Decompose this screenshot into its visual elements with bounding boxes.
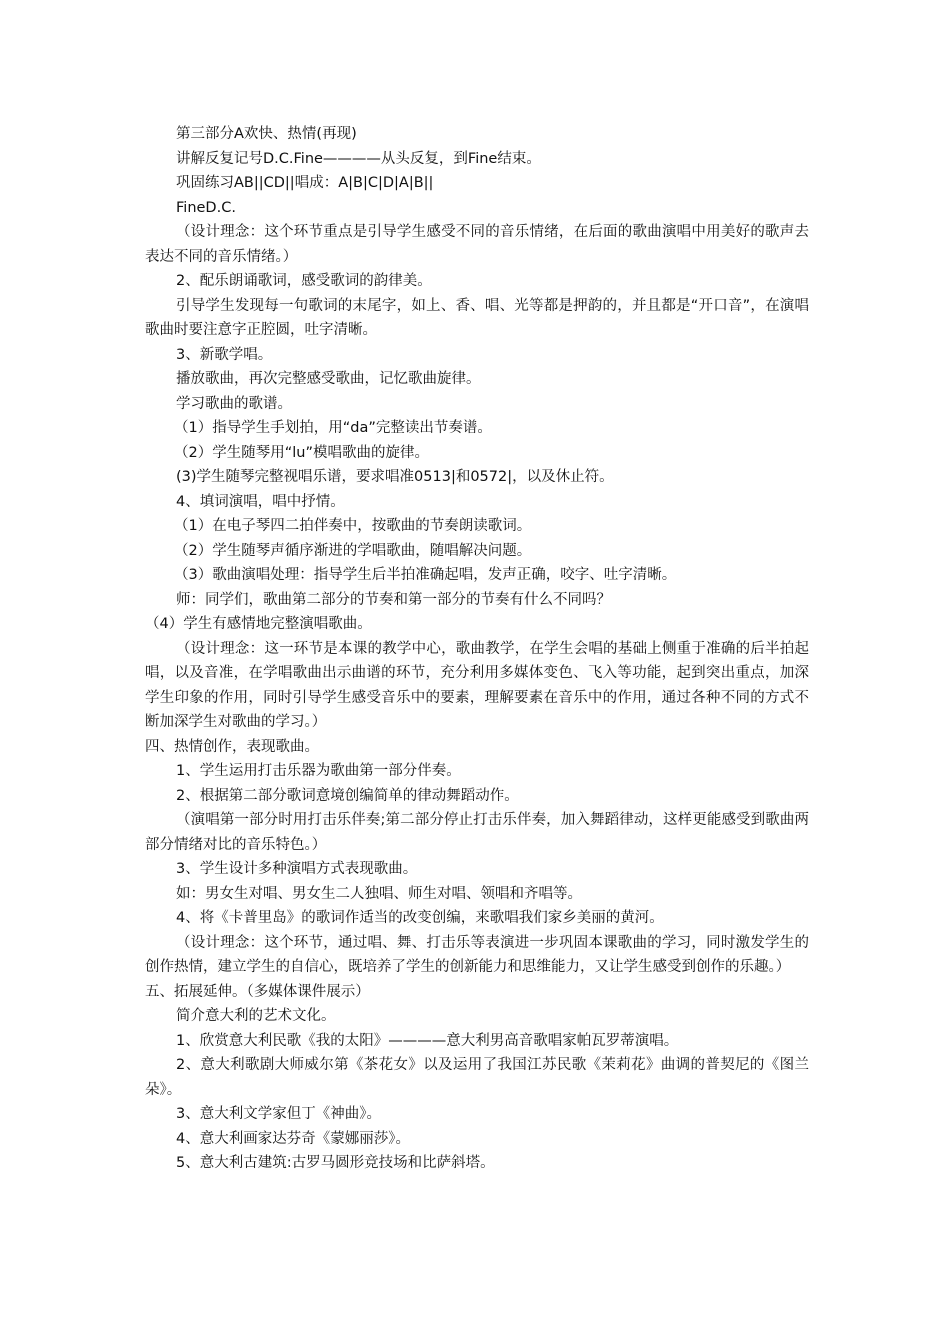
step-heading: 3、学生设计多种演唱方式表现歌曲。 [176,861,418,877]
step-heading: 2、根据第二部分歌词意境创编简单的律动舞蹈动作。 [176,787,519,804]
step-heading: 4、将《卡普里岛》的歌词作适当的改变创编，来歌唱我们家乡美丽的黄河。 [176,910,664,926]
design-note-paragraph: （设计理念：这一环节是本课的教学中心，歌曲教学，在学生会唱的基础上侧重于准确的后半拍起唱，以及音准，在学唱歌曲出示曲谱的环节，充分利用多媒体变色、飞入等功能，起到突出重点，加深学生印象的作用，同时引导学生感受音乐中的要素，理解要素在音乐中的作用，通过各种不同的方式不断加深学生对歌曲的学习。） [145,640,809,730]
text-line: 播放歌曲，再次完整感受歌曲，记忆歌曲旋律。 [176,371,481,387]
step-heading: 3、新歌学唱。 [176,346,273,363]
step-heading: 4、填词演唱，唱中抒情。 [176,493,345,510]
list-item: （2）学生随琴用“lu”模唱歌曲的旋律。 [174,444,429,461]
list-item: 5、意大利古建筑:古罗马圆形竞技场和比萨斜塔。 [176,1155,495,1171]
list-item: 2、意大利歌剧大师威尔第《茶花女》以及运用了我国江苏民歌《茉莉花》曲调的普契尼的《图兰朵》。 [145,1057,809,1098]
document-body [145,122,809,1176]
text-paragraph: 引导学生发现每一句歌词的末尾字，如上、香、唱、光等都是押韵的，并且都是“开口音”，在演唱歌曲时要注意字正腔圆，吐字清晰。 [145,297,809,338]
text-line: 如：男女生对唱、男女生二人独唱、师生对唱、领唱和齐唱等。 [176,885,582,902]
design-note-paragraph: （设计理念：这个环节，通过唱、舞、打击乐等表演进一步巩固本课歌曲的学习，同时激发学生的创作热情，建立学生的自信心，既培养了学生的创新能力和思维能力，又让学生感受到创作的乐趣。） [145,934,809,975]
text-line: 学习歌曲的歌谱。 [176,395,292,412]
list-item: （1）指导学生手划拍，用“da”完整读出节奏谱。 [174,420,492,436]
list-item: （3）歌曲演唱处理：指导学生后半拍准确起唱，发声正确，咬字、吐字清晰。 [174,567,677,583]
text-line: 师：同学们，歌曲第二部分的节奏和第一部分的节奏有什么不同吗？ [176,591,611,608]
text-line: 巩固练习AB||CD||唱成：A|B|C|D|A|B|| [176,175,434,191]
list-item: (3)学生随琴完整视唱乐谱，要求唱准0513|和0572|，以及休止符。 [176,469,614,485]
list-item: 1、欣赏意大利民歌《我的太阳》————意大利男高音歌唱家帕瓦罗蒂演唱。 [176,1032,679,1049]
step-heading: 2、配乐朗诵歌词，感受歌词的韵律美。 [176,273,432,289]
list-item: （1）在电子琴四二拍伴奏中，按歌曲的节奏朗读歌词。 [174,518,532,534]
section-heading: 第三部分A欢快、热情(再现) [176,126,357,142]
design-note-paragraph: （设计理念：这个环节重点是引导学生感受不同的音乐情绪，在后面的歌曲演唱中用美好的歌声去表达不同的音乐情绪。） [145,224,809,265]
text-line: 讲解反复记号D.C.Fine————从头反复，到Fine结束。 [176,150,541,167]
section-heading: 五、拓展延伸。（多媒体课件展示） [145,983,370,1000]
design-note-paragraph: （演唱第一部分时用打击乐伴奏;第二部分停止打击乐伴奏，加入舞蹈律动，这样更能感受到歌曲两部分情绪对比的音乐特色。） [145,812,809,853]
section-heading: 四、热情创作，表现歌曲。 [145,738,319,755]
step-heading: 1、学生运用打击乐器为歌曲第一部分伴奏。 [176,763,461,779]
list-item: 3、意大利文学家但丁《神曲》。 [176,1106,381,1122]
text-line: FineD.C. [176,199,236,216]
list-item: （4）学生有感情地完整演唱歌曲。 [145,616,372,632]
list-item: 4、意大利画家达芬奇《蒙娜丽莎》。 [176,1130,410,1147]
list-item: （2）学生随琴声循序渐进的学唱歌曲，随唱解决问题。 [174,542,532,559]
text-line: 简介意大利的艺术文化。 [176,1008,336,1024]
